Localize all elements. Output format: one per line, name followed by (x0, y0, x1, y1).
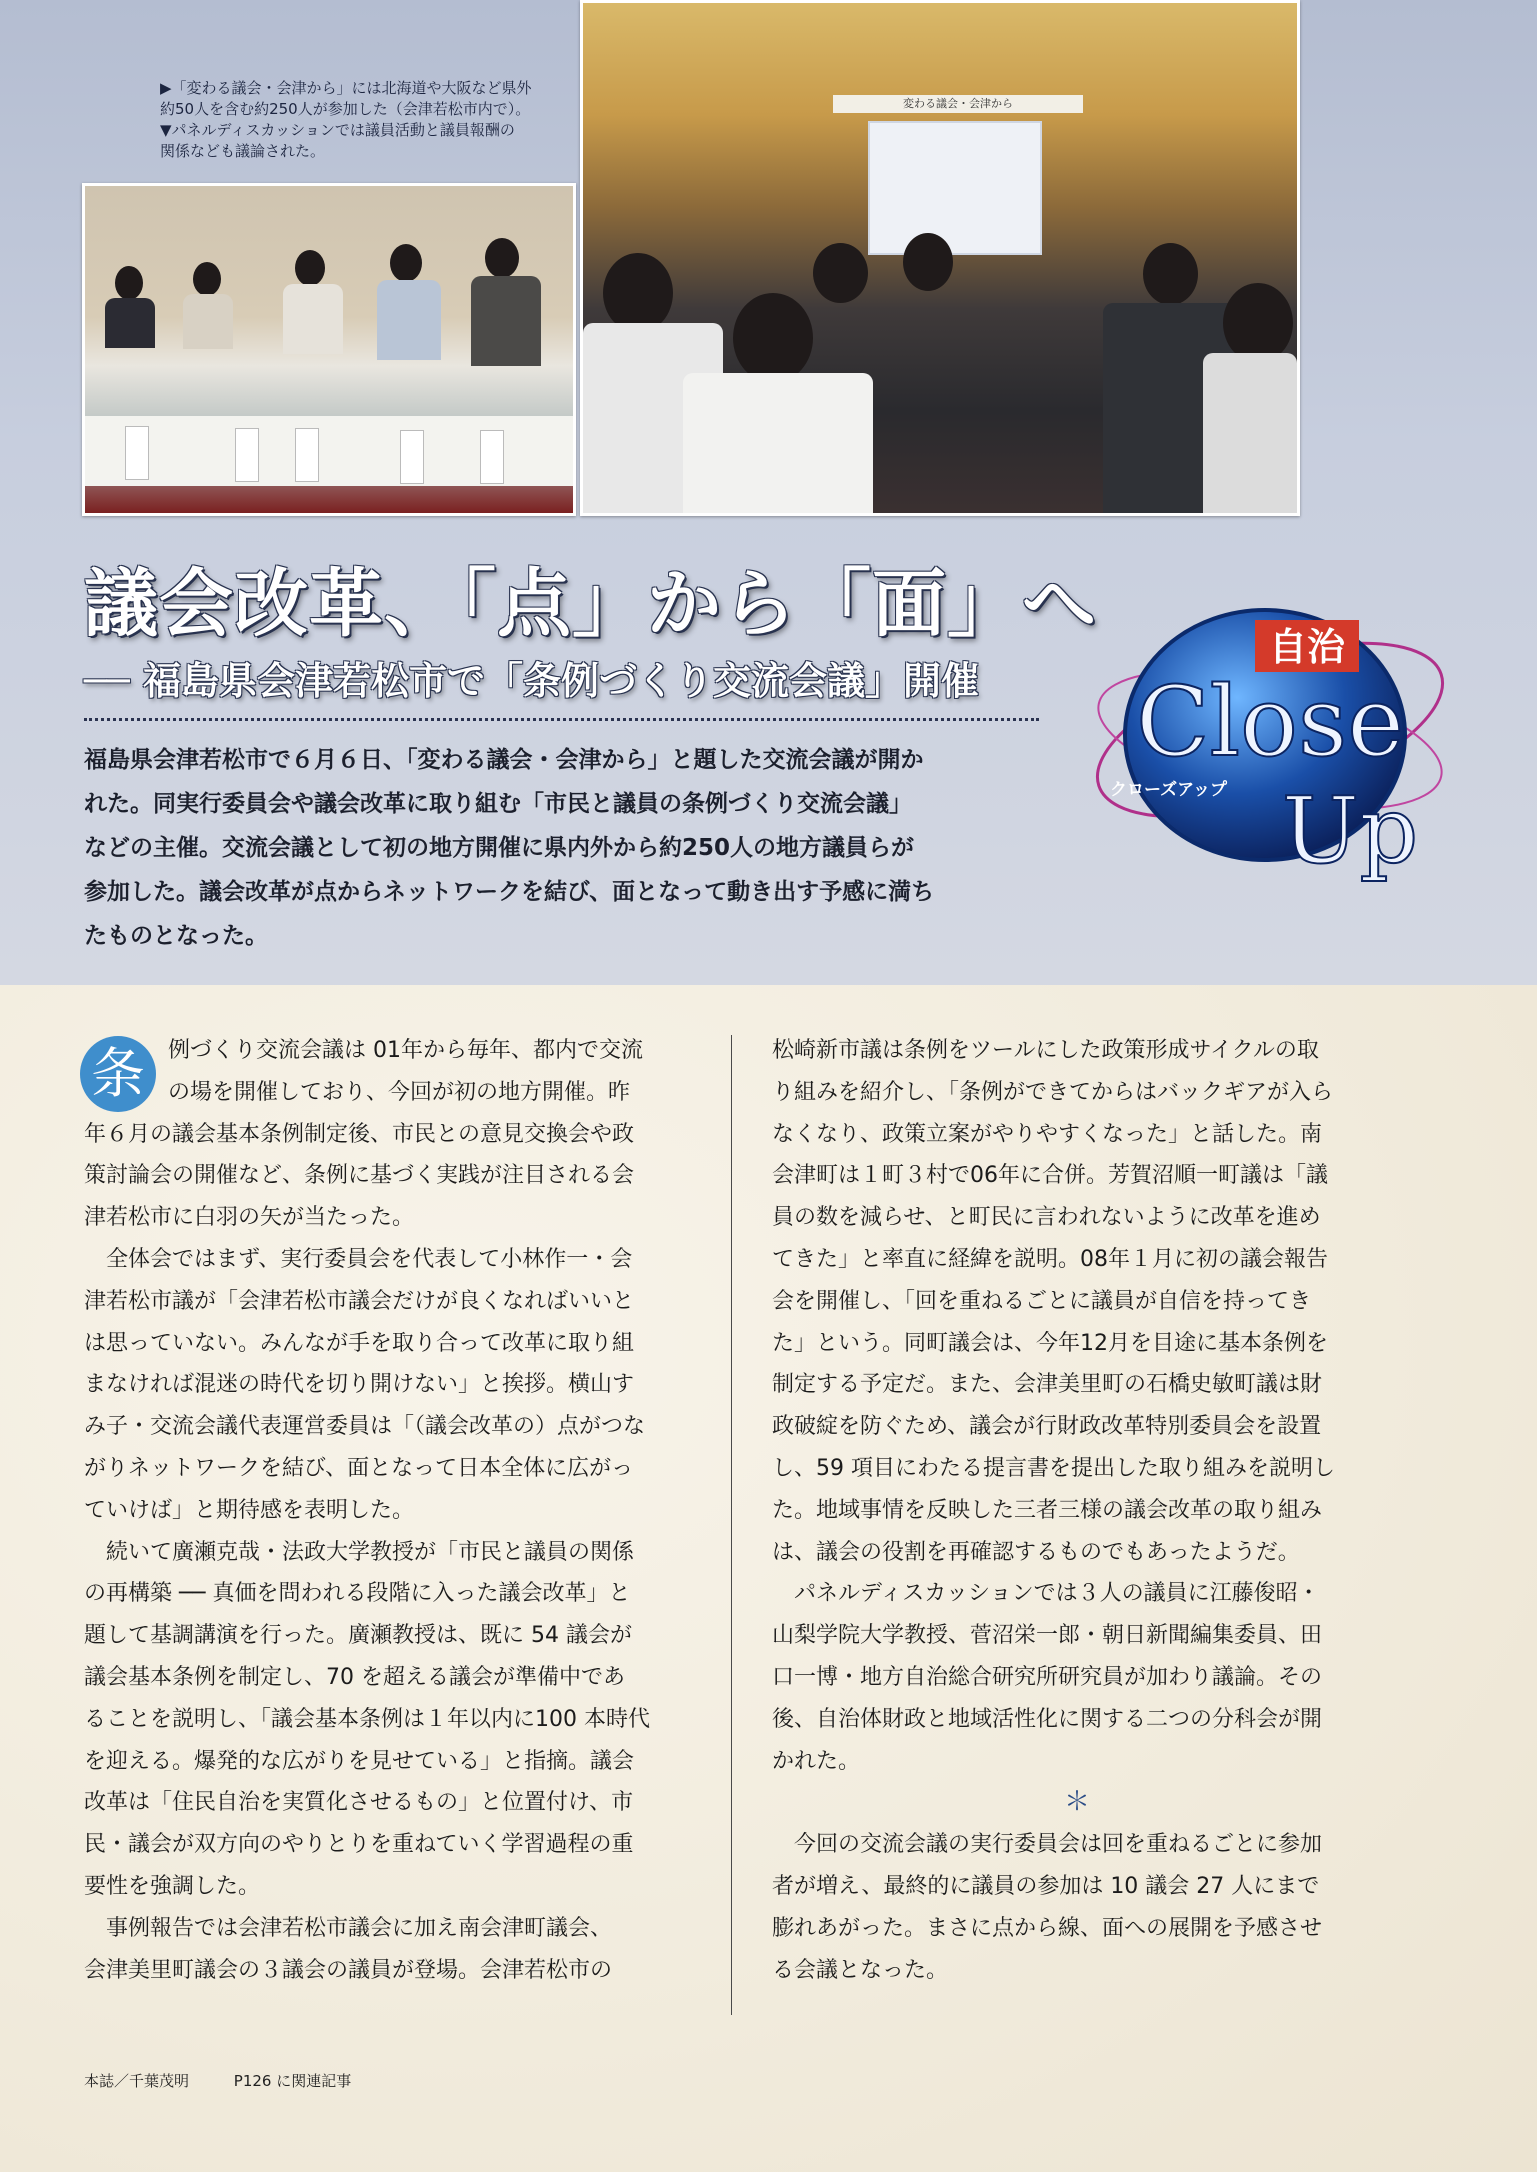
name-card (400, 430, 424, 484)
body-line: てきた」と率直に経緯を説明。08年１月に初の議会報告 (772, 1246, 1328, 1272)
body-line: は思っていない。みんなが手を取り合って改革に取り組 (84, 1330, 635, 1356)
panelist (115, 266, 143, 300)
body-line: まなければ混迷の時代を切り開けない」と挨拶。横山す (84, 1372, 635, 1398)
body-line: 制定する予定だ。また、会津美里町の石橋史敏町議は財 (772, 1372, 1323, 1398)
attendee-head (1143, 243, 1198, 305)
body-line: 今回の交流会議の実行委員会は回を重ねるごとに参加 (772, 1832, 1323, 1858)
logo-kana: クローズアップ (1110, 780, 1227, 800)
caption-line: ▶「変わる議会・会津から」には北海道や大阪など県外 (160, 79, 532, 97)
hall-banner (833, 95, 1083, 113)
panel-discussion-photo (82, 183, 576, 516)
panelist-body (377, 280, 441, 360)
projection-screen (868, 121, 1042, 255)
body-line: 民・議会が双方向のやりとりを重ねていく学習過程の重 (84, 1832, 634, 1858)
body-line: 全体会ではまず、実行委員会を代表して小林作一・会 (84, 1246, 633, 1272)
body-line: なくなり、政策立案がやりやすくなった」と話した。南 (772, 1121, 1323, 1147)
close-up-logo (1080, 580, 1460, 910)
attendee-head (813, 243, 868, 303)
body-line: し、59 項目にわたる提言書を提出した取り組みを説明し (772, 1455, 1335, 1481)
body-line: を迎える。爆発的な広がりを見せている」と指摘。議会 (84, 1748, 635, 1774)
hall-banner-text: 変わる議会・会津から (903, 97, 1013, 110)
body-column-right (772, 1030, 1382, 1991)
attendee-head (903, 233, 953, 291)
logo-word-up: Up (1281, 777, 1419, 884)
dotted-divider (84, 718, 1039, 721)
body-line: 要性を強調した。 (84, 1873, 261, 1899)
article-subtitle: ── 福島県会津若松市で「条例づくり交流会議」開催 (84, 658, 979, 703)
attendee-head (1223, 283, 1293, 363)
logo-kanji: 自治 (1268, 624, 1346, 669)
section-separator: ＊ (1063, 1787, 1090, 1818)
attendee-body (683, 373, 873, 513)
panelist-body (471, 276, 541, 366)
body-line: 津若松市議が「会津若松市議会だけが良くなればいいと (84, 1288, 635, 1314)
body-line: 会を開催し、「回を重ねるごとに議員が自信を持ってき (772, 1288, 1312, 1314)
body-line: 会津町は１町３村で06年に合併。芳賀沼順一町議は「議 (772, 1163, 1328, 1189)
body-line: 続いて廣瀬克哉・法政大学教授が「市民と議員の関係 (84, 1539, 635, 1565)
body-line: 題して基調講演を行った。廣瀬教授は、既に 54 議会が (84, 1623, 632, 1649)
panelist-body (283, 284, 343, 354)
article-title: 議会改革、「点」から「面」へ (84, 561, 1097, 647)
body-line: 津若松市に白羽の矢が当たった。 (84, 1205, 415, 1231)
caption-line: 約50人を含む約250人が参加した（会津若松市内で）。 (160, 100, 531, 118)
name-card (295, 428, 319, 482)
attendee-body (1203, 353, 1297, 513)
body-line: ていけば」と期待感を表明した。 (84, 1497, 415, 1523)
lead-paragraph (84, 738, 1044, 958)
author-credit: 本誌／千葉茂明 (84, 2072, 190, 2090)
body-line: 例づくり交流会議は 01年から毎年、都内で交流 (168, 1038, 643, 1063)
body-line: み子・交流会議代表運営委員は「（議会改革の）点がつな (84, 1414, 646, 1440)
footer (84, 2070, 391, 2091)
lead-line: 参加した。議会改革が点からネットワークを結び、面となって動き出す予感に満ち (84, 879, 935, 905)
panelist (193, 262, 221, 296)
body-line: 議会基本条例を制定し、70 を超える議会が準備中であ (84, 1664, 625, 1690)
caption-line: ▼パネルディスカッションでは議員活動と議員報酬の (160, 121, 515, 139)
panelist-body (105, 298, 155, 348)
body-line: る会議となった。 (772, 1957, 949, 1983)
body-line: パネルディスカッションでは３人の議員に江藤俊昭・ (772, 1581, 1320, 1607)
conference-hall-photo (580, 0, 1300, 516)
body-line: の再構築 ── 真価を問われる段階に入った議会改革」と (84, 1581, 631, 1607)
body-line: の場を開催しており、今回が初の地方開催。昨 (168, 1079, 631, 1105)
body-line: がりネットワークを結び、面となって日本全体に広がっ (84, 1455, 634, 1481)
body-line: は、議会の役割を再確認するものでもあったようだ。 (772, 1539, 1300, 1565)
body-line: 口一博・地方自治総合研究所研究員が加わり議論。その (772, 1664, 1323, 1690)
panelist-body (183, 294, 233, 349)
dropcap: 条 (80, 1036, 156, 1112)
attendee-head (603, 253, 673, 333)
name-card (125, 426, 149, 480)
logo-word-close: Close (1135, 666, 1405, 778)
body-line: 松崎新市議は条例をツールにした政策形成サイクルの取 (772, 1038, 1319, 1063)
body-line: かれた。 (772, 1748, 861, 1774)
body-column-left (84, 1030, 694, 1991)
body-line: 後、自治体財政と地域活性化に関する二つの分科会が開 (772, 1706, 1323, 1732)
lead-line: れた。同実行委員会や議会改革に取り組む「市民と議員の条例づくり交流会議」 (84, 791, 912, 817)
caption-line: 関係なども議論された。 (160, 142, 326, 160)
panelist (390, 244, 422, 282)
body-line: た。地域事情を反映した三者三様の議会改革の取り組み (772, 1497, 1323, 1523)
body-line: 員の数を減らせ、と町民に言われないように改革を進め (772, 1205, 1321, 1231)
column-divider (731, 1035, 732, 2015)
lead-line: などの主催。交流会議として初の地方開催に県内外から約250人の地方議員らが (84, 835, 915, 861)
body-line: た」という。同町議会は、今年12月を目途に基本条例を (772, 1330, 1328, 1356)
body-line: り組みを紹介し、「条例ができてからはバックギアが入ら (772, 1079, 1334, 1105)
lead-line: 福島県会津若松市で６月６日、「変わる議会・会津から」と題した交流会議が開か (84, 747, 924, 773)
body-line: 山梨学院大学教授、菅沼栄一郎・朝日新聞編集委員、田 (772, 1623, 1323, 1649)
name-card (480, 430, 504, 484)
lead-line: たものとなった。 (84, 923, 268, 949)
body-line: 政破綻を防ぐため、議会が行財政改革特別委員会を設置 (772, 1414, 1322, 1440)
body-line: 会津美里町議会の３議会の議員が登場。会津若松市の (84, 1957, 613, 1983)
panelist (295, 250, 325, 286)
body-line: 者が増え、最終的に議員の参加は 10 議会 27 人にまで (772, 1873, 1320, 1899)
panelist (485, 238, 519, 278)
body-line: 策討論会の開催など、条例に基づく実践が注目される会 (84, 1163, 635, 1189)
body-line: 年６月の議会基本条例制定後、市民との意見交換会や政 (84, 1121, 635, 1147)
panel-table (85, 416, 573, 486)
body-line: 事例報告では会津若松市議会に加え南会津町議会、 (84, 1915, 613, 1941)
attendee-head (733, 293, 813, 383)
photo-caption (160, 78, 580, 162)
body-line: 改革は「住民自治を実質化させるもの」と位置付け、市 (84, 1790, 634, 1816)
name-card (235, 428, 259, 482)
body-line: ることを説明し、「議会基本条例は１年以内に100 本時代 (84, 1706, 650, 1732)
body-line: 膨れあがった。まさに点から線、面への展開を予感させ (772, 1915, 1323, 1941)
related-article-link[interactable]: P126 に関連記事 (233, 2072, 352, 2090)
